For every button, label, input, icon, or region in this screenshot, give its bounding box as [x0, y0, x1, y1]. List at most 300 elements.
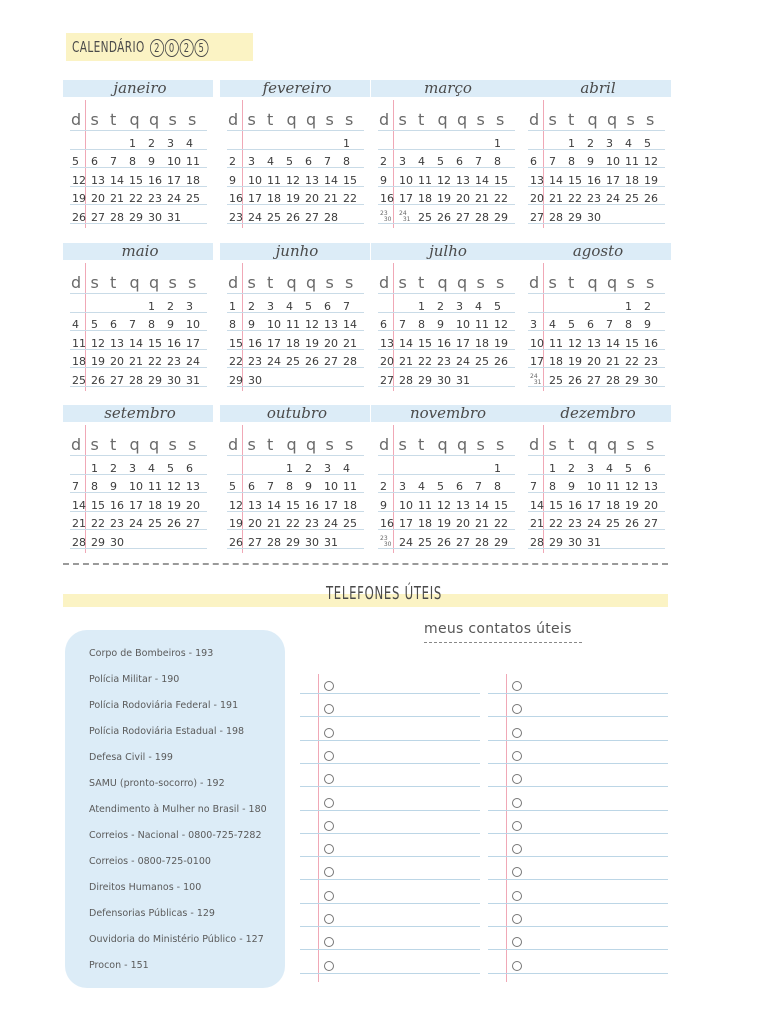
day-cell: 17 — [129, 498, 143, 512]
day-cell: 17 — [399, 192, 413, 206]
day-cell: 27 — [305, 210, 319, 224]
day-cell: 14 — [399, 336, 413, 350]
contact-line[interactable] — [488, 833, 668, 834]
day-cell: 20 — [305, 192, 319, 206]
day-cell: 21 — [129, 355, 143, 369]
day-cell: 24 — [248, 210, 262, 224]
contact-line[interactable] — [300, 810, 480, 811]
day-cell: 2 — [644, 299, 651, 313]
weekday-label: q — [457, 435, 468, 454]
day-cell: 30 — [110, 535, 124, 549]
month-name: agosto — [572, 242, 624, 260]
day-cell: 11 — [475, 318, 489, 332]
weekday-label: q — [587, 110, 598, 129]
day-cell: 29 — [549, 535, 563, 549]
contact-bullet[interactable] — [324, 891, 334, 901]
weekday-label: q — [149, 435, 160, 454]
contact-line[interactable] — [488, 949, 668, 950]
day-cell: 14 — [343, 318, 357, 332]
contact-bullet[interactable] — [324, 821, 334, 831]
weekday-header — [227, 435, 364, 454]
day-cell: 1 — [91, 461, 98, 475]
weekday-label: s — [325, 110, 334, 129]
day-cell — [566, 297, 585, 316]
phone-item: Polícia Rodoviária Estadual - 198 — [89, 726, 245, 737]
day-cell: 10 — [129, 480, 143, 494]
weekday-label: d — [529, 110, 540, 129]
day-cell: 20 — [380, 355, 394, 369]
day-cell: 2 — [229, 155, 236, 169]
weekday-label: t — [418, 273, 425, 292]
day-cell: 17 — [167, 173, 181, 187]
contact-bullet[interactable] — [512, 937, 522, 947]
weekday-label: t — [110, 273, 117, 292]
month-name: fevereiro — [262, 79, 332, 97]
contact-bullet[interactable] — [512, 961, 522, 971]
day-cell: 13 — [324, 318, 338, 332]
day-cell — [284, 371, 303, 390]
contact-line[interactable] — [300, 786, 480, 787]
day-cell: 13 — [248, 498, 262, 512]
contact-bullet[interactable] — [512, 798, 522, 808]
day-cell — [642, 533, 661, 552]
day-cell: 17 — [267, 336, 281, 350]
contact-line[interactable] — [488, 810, 668, 811]
day-cell: 18 — [418, 517, 432, 531]
day-cell — [127, 533, 146, 552]
contact-bullet[interactable] — [512, 891, 522, 901]
day-cell: 22 — [549, 517, 563, 531]
day-cell: 19 — [625, 498, 639, 512]
contact-line[interactable] — [300, 973, 480, 974]
day-cell: 26 — [494, 355, 508, 369]
day-cell: 25 — [286, 355, 300, 369]
weekday-label: d — [529, 435, 540, 454]
day-cell: 22 — [148, 355, 162, 369]
weekday-label: s — [398, 273, 407, 292]
day-cell: 23 — [229, 210, 243, 224]
day-cell: 9 — [587, 155, 594, 169]
weekday-label: s — [345, 273, 354, 292]
phone-item: Ouvidoria do Ministério Público - 127 — [89, 934, 264, 945]
day-cell: 16 — [248, 336, 262, 350]
contact-bullet[interactable] — [324, 728, 334, 738]
weekday-label: t — [267, 273, 274, 292]
weekday-label: q — [286, 435, 297, 454]
contact-bullet[interactable] — [324, 867, 334, 877]
contact-line[interactable] — [300, 903, 480, 904]
day-cell: 23 — [644, 355, 658, 369]
weekday-label: s — [398, 110, 407, 129]
day-cell: 8 — [494, 480, 501, 494]
day-cell: 4 — [267, 155, 274, 169]
day-cell: 7 — [343, 299, 350, 313]
contact-line[interactable] — [488, 973, 668, 974]
weekday-label: t — [568, 273, 575, 292]
day-cell: 30 — [568, 535, 582, 549]
day-cell — [492, 371, 511, 390]
day-cell: 25 — [343, 517, 357, 531]
day-cell — [435, 134, 454, 153]
weekday-label: t — [267, 110, 274, 129]
section-divider — [63, 563, 668, 565]
weekday-label: t — [267, 435, 274, 454]
day-cell: 29 — [568, 210, 582, 224]
day-cell: 25 — [186, 192, 200, 206]
month-name: julho — [429, 242, 467, 260]
contact-line[interactable] — [488, 856, 668, 857]
day-cell: 8 — [343, 155, 350, 169]
day-cell: 7 — [70, 478, 89, 497]
day-cell — [265, 459, 284, 478]
day-cell: 6 — [248, 480, 255, 494]
contact-line[interactable] — [300, 856, 480, 857]
day-cell: 9 — [167, 318, 174, 332]
contact-line[interactable] — [488, 693, 668, 694]
day-cell: 8 — [625, 318, 632, 332]
day-cell: 10 — [399, 498, 413, 512]
day-cell: 2 — [110, 461, 117, 475]
month-outubro — [222, 405, 364, 555]
day-cell: 23 — [305, 517, 319, 531]
year-digit: 2 — [150, 39, 164, 57]
phone-item: Procon - 151 — [89, 960, 149, 971]
phone-item: Polícia Militar - 190 — [89, 674, 180, 685]
day-cell — [227, 134, 246, 153]
day-cell: 20 — [530, 192, 544, 206]
day-cell: 1 — [146, 297, 165, 316]
day-cell: 22 — [418, 355, 432, 369]
weekday-label: t — [110, 110, 117, 129]
contact-bullet[interactable] — [512, 728, 522, 738]
weekday-label: s — [476, 435, 485, 454]
contact-bullet[interactable] — [324, 798, 334, 808]
day-cell: 30 — [305, 535, 319, 549]
day-cell: 19 — [644, 173, 658, 187]
day-grid — [378, 297, 511, 390]
weekday-label: t — [110, 435, 117, 454]
day-cell: 9 — [644, 318, 651, 332]
weekday-label: s — [90, 435, 99, 454]
day-cell: 24 — [129, 517, 143, 531]
day-cell: 5 — [167, 461, 174, 475]
day-cell — [454, 134, 473, 153]
day-cell: 12 — [568, 336, 582, 350]
contact-line[interactable] — [300, 693, 480, 694]
month-name: janeiro — [113, 79, 167, 97]
contact-line[interactable] — [488, 716, 668, 717]
day-cell: 15 — [418, 336, 432, 350]
contact-bullet[interactable] — [324, 961, 334, 971]
day-cell — [604, 533, 623, 552]
day-cell: 14 — [606, 336, 620, 350]
weekday-label: t — [568, 110, 575, 129]
weekday-label: s — [646, 110, 655, 129]
contact-bullet[interactable] — [324, 914, 334, 924]
day-cell: 5 — [494, 299, 501, 313]
day-cell: 9 — [110, 480, 117, 494]
day-cell: 21 — [110, 192, 124, 206]
day-cell: 5 — [286, 155, 293, 169]
day-cell: 2 — [437, 299, 444, 313]
day-cell: 10 — [606, 155, 620, 169]
day-cell: 8 — [568, 155, 575, 169]
contact-line[interactable] — [488, 903, 668, 904]
weekday-label: d — [228, 273, 239, 292]
day-cell: 26 — [72, 210, 86, 224]
day-cell — [341, 371, 360, 390]
contact-bullet[interactable] — [512, 821, 522, 831]
contact-line[interactable] — [488, 786, 668, 787]
day-cell: 16 — [167, 336, 181, 350]
day-cell: 12 — [305, 318, 319, 332]
weekday-label: d — [71, 110, 82, 129]
day-cell: 22 — [494, 192, 508, 206]
weekday-header — [378, 435, 515, 454]
day-cell: 28 — [72, 535, 86, 549]
weekday-label: s — [646, 273, 655, 292]
contact-bullet[interactable] — [324, 681, 334, 691]
day-cell: 15 — [229, 336, 243, 350]
day-cell: 14 — [110, 173, 124, 187]
day-cell — [341, 533, 360, 552]
day-cell: 8 — [494, 155, 501, 169]
contact-bullet[interactable] — [512, 914, 522, 924]
day-cell: 18 — [286, 336, 300, 350]
day-cell: 28 — [475, 535, 489, 549]
month-name: março — [424, 79, 472, 97]
day-cell — [246, 459, 265, 478]
day-cell: 7 — [606, 318, 613, 332]
rule-line — [528, 293, 665, 294]
day-cell: 21 — [475, 192, 489, 206]
contact-line[interactable] — [488, 926, 668, 927]
weekday-label: s — [548, 435, 557, 454]
day-cell: 8 — [418, 318, 425, 332]
month-abril — [523, 80, 665, 230]
day-cell: 19 — [91, 355, 105, 369]
weekday-label: q — [129, 273, 140, 292]
month-name: abril — [580, 79, 616, 97]
day-cell: 30 — [587, 210, 601, 224]
day-cell: 6 — [324, 299, 331, 313]
weekday-label: t — [418, 435, 425, 454]
day-cell: 17 — [587, 498, 601, 512]
weekday-label: q — [129, 435, 140, 454]
contacts-title: meus contatos úteis — [424, 621, 572, 637]
day-cell: 13 — [644, 480, 658, 494]
contact-line[interactable] — [300, 740, 480, 741]
contact-bullet[interactable] — [512, 844, 522, 854]
month-novembro — [373, 405, 515, 555]
day-cell: 12 — [91, 336, 105, 350]
day-cell: 3 — [186, 299, 193, 313]
month-name: dezembro — [560, 404, 636, 422]
day-cell: 21 — [399, 355, 413, 369]
weekday-header — [528, 273, 665, 292]
day-cell: 3 — [399, 480, 406, 494]
weekday-label: s — [168, 435, 177, 454]
day-cell: 27 — [248, 535, 262, 549]
day-cell: 28 — [549, 210, 563, 224]
day-cell: 25 — [148, 517, 162, 531]
day-cell: 2 — [380, 155, 387, 169]
day-cell — [473, 459, 492, 478]
contact-bullet[interactable] — [512, 867, 522, 877]
day-grid — [528, 459, 661, 552]
day-cell: 21 — [475, 517, 489, 531]
day-cell: 10 — [324, 480, 338, 494]
day-cell — [89, 297, 108, 316]
day-cell: 3 — [397, 153, 416, 172]
weekday-label: s — [626, 110, 635, 129]
contacts-underline — [424, 642, 582, 643]
day-cell: 27 — [530, 210, 544, 224]
day-grid — [227, 297, 360, 390]
day-cell-split: 24 31 — [399, 210, 411, 224]
day-cell — [146, 533, 165, 552]
day-cell — [623, 208, 642, 227]
day-cell: 15 — [129, 173, 143, 187]
month-dezembro — [523, 405, 665, 555]
day-cell: 29 — [418, 373, 432, 387]
day-cell: 29 — [229, 373, 243, 387]
contact-line[interactable] — [300, 949, 480, 950]
day-cell: 8 — [286, 480, 293, 494]
day-cell — [341, 208, 360, 227]
rule-line — [70, 455, 207, 456]
day-cell: 18 — [148, 498, 162, 512]
day-cell: 31 — [456, 373, 470, 387]
day-cell: 24 — [606, 192, 620, 206]
day-cell: 4 — [475, 299, 482, 313]
day-cell: 3 — [587, 461, 594, 475]
contact-bullet[interactable] — [324, 751, 334, 761]
day-cell: 11 — [148, 480, 162, 494]
day-cell — [473, 371, 492, 390]
day-cell: 17 — [324, 498, 338, 512]
day-cell: 15 — [148, 336, 162, 350]
contact-line[interactable] — [300, 716, 480, 717]
weekday-header — [378, 273, 515, 292]
day-cell: 24 — [456, 355, 470, 369]
day-cell: 7 — [129, 318, 136, 332]
day-cell: 16 — [437, 336, 451, 350]
contact-line[interactable] — [300, 763, 480, 764]
day-cell — [528, 297, 547, 316]
day-cell — [108, 297, 127, 316]
day-cell — [70, 297, 89, 316]
phone-item: Direitos Humanos - 100 — [89, 882, 202, 893]
day-grid — [70, 297, 203, 390]
day-cell: 8 — [129, 155, 136, 169]
day-cell: 5 — [568, 318, 575, 332]
month-maio — [65, 243, 207, 393]
contact-bullet[interactable] — [324, 774, 334, 784]
contact-line[interactable] — [300, 879, 480, 880]
weekday-label: q — [607, 110, 618, 129]
day-cell: 7 — [475, 155, 482, 169]
day-cell: 25 — [267, 210, 281, 224]
day-cell: 24 — [324, 517, 338, 531]
day-cell: 27 — [587, 373, 601, 387]
day-cell: 15 — [343, 173, 357, 187]
month-março — [373, 80, 515, 230]
weekday-label: q — [286, 110, 297, 129]
day-cell — [227, 459, 246, 478]
day-cell: 20 — [324, 336, 338, 350]
weekday-label: q — [306, 273, 317, 292]
contact-line[interactable] — [488, 740, 668, 741]
day-cell — [265, 371, 284, 390]
day-cell: 13 — [91, 173, 105, 187]
title-year — [150, 39, 209, 57]
contact-bullet[interactable] — [324, 704, 334, 714]
weekday-label: t — [568, 435, 575, 454]
year-digit: 2 — [180, 39, 194, 57]
day-cell: 4 — [416, 153, 435, 172]
day-cell: 21 — [343, 336, 357, 350]
contact-line[interactable] — [488, 763, 668, 764]
day-grid — [528, 297, 661, 390]
day-cell: 14 — [129, 336, 143, 350]
contact-bullet[interactable] — [324, 844, 334, 854]
weekday-label: d — [529, 273, 540, 292]
month-janeiro — [65, 80, 207, 230]
day-cell: 22 — [129, 192, 143, 206]
day-cell: 4 — [606, 461, 613, 475]
day-cell: 23 — [148, 192, 162, 206]
rule-line — [227, 455, 364, 456]
day-cell: 18 — [623, 171, 642, 190]
day-cell: 16 — [568, 498, 582, 512]
day-cell: 15 — [549, 498, 563, 512]
phone-item: Defesa Civil - 199 — [89, 752, 173, 763]
month-name: maio — [121, 242, 159, 260]
day-cell: 5 — [437, 480, 444, 494]
weekday-header — [227, 110, 364, 129]
calendar-title — [66, 33, 253, 61]
day-cell: 30 — [437, 373, 451, 387]
contact-bullet[interactable] — [512, 704, 522, 714]
day-cell — [397, 459, 416, 478]
contact-line[interactable] — [300, 926, 480, 927]
contact-bullet[interactable] — [512, 774, 522, 784]
weekday-header — [378, 110, 515, 129]
day-cell: 20 — [186, 498, 200, 512]
day-cell: 31 — [324, 535, 338, 549]
day-cell — [303, 371, 322, 390]
day-cell: 7 — [110, 155, 117, 169]
day-cell: 11 — [267, 173, 281, 187]
weekday-label: s — [247, 435, 256, 454]
weekday-header — [70, 273, 207, 292]
day-cell: 24 — [186, 355, 200, 369]
day-cell: 10 — [587, 480, 601, 494]
day-cell — [284, 134, 303, 153]
day-cell: 13 — [186, 480, 200, 494]
contact-line[interactable] — [488, 879, 668, 880]
rule-line — [378, 455, 515, 456]
contact-bullet[interactable] — [512, 681, 522, 691]
day-cell: 20 — [456, 192, 470, 206]
weekday-label: d — [228, 435, 239, 454]
contact-bullet[interactable] — [324, 937, 334, 947]
contact-bullet[interactable] — [512, 751, 522, 761]
phone-item: Atendimento à Mulher no Brasil - 180 — [89, 804, 267, 815]
day-cell: 27 — [324, 355, 338, 369]
contact-line[interactable] — [300, 833, 480, 834]
